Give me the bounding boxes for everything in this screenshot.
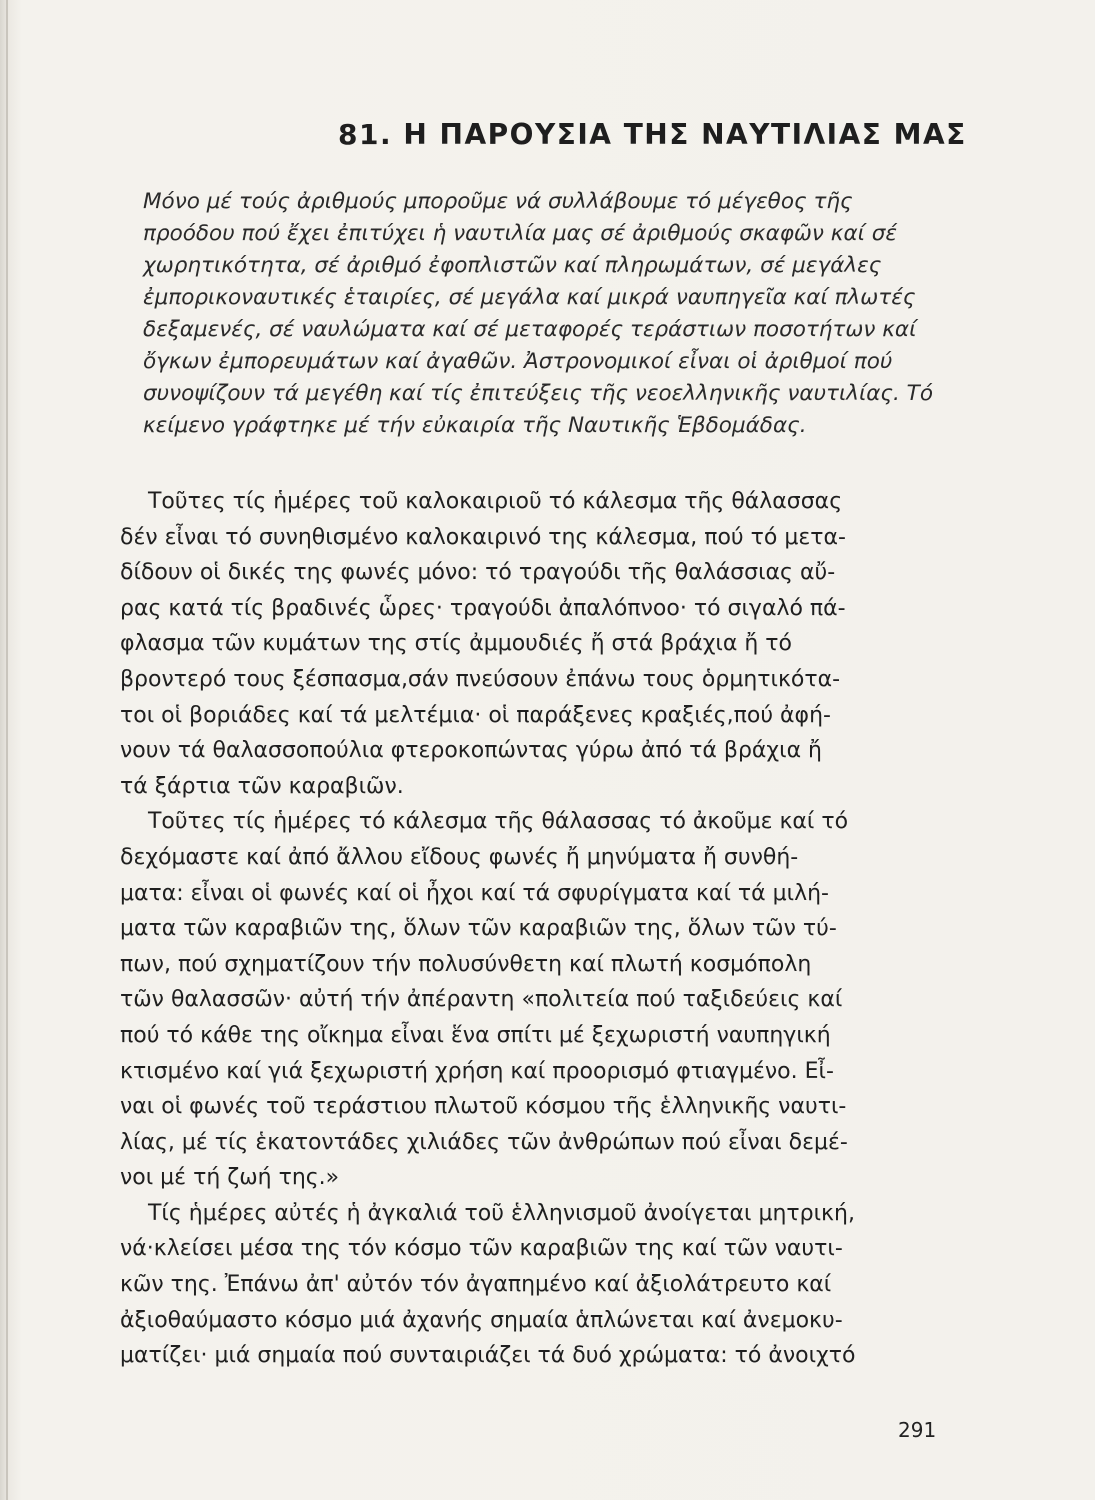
page-spine-edge (6, 0, 8, 1500)
body-line: πων, πού σχηματίζουν τήν πολυσύνθετη καί πλωτή κοσμόπολη (120, 951, 812, 977)
body-line: τά ξάρτια τῶν καραβιῶν. (120, 773, 404, 799)
body-line: Τίς ἡμέρες αὐτές ἡ ἀγκαλιά τοῦ ἑλληνισμοῦ ἀνοίγεται μητρική, (120, 1200, 855, 1226)
page-number: 291 (898, 1418, 937, 1442)
body-line: δέν εἶναι τό συνηθισμένο καλοκαιρινό της κάλεσμα, πού τό μετα- (120, 524, 846, 550)
body-line: νουν τά θαλασσοπούλια φτεροκοπώντας γύρω ἀπό τά βράχια ἤ (120, 738, 823, 764)
body-line: Τοῦτες τίς ἡμέρες τοῦ καλοκαιριοῦ τό κάλεσμα τῆς θάλασσας (120, 489, 843, 514)
body-line: ματα: εἶναι οἱ φωνές καί οἱ ἦχοι καί τά σφυρίγματα καί τά μιλή- (120, 880, 829, 906)
body-line: ματίζει· μιά σημαία πού συνταιριάζει τά δυό χρώματα: τό ἀνοιχτό (120, 1343, 856, 1369)
body-line: δίδουν οἱ δικές της φωνές μόνο: τό τραγούδι τῆς θαλάσσιας αὔ- (120, 560, 836, 586)
intro-line: Μόνο μέ τούς ἀριθμούς μποροῦμε νά συλλάβουμε τό μέγεθος τῆς (143, 189, 853, 214)
body-line: λίας, μέ τίς ἑκατοντάδες χιλιάδες τῶν ἀνθρώπων πού εἶναι δεμέ- (120, 1129, 848, 1155)
body-line: νοι μέ τή ζωή της.» (120, 1165, 340, 1191)
body-line: κτισμένο καί γιά ξεχωριστή χρήση καί προορισμό φτιαγμένο. Εἶ- (120, 1058, 834, 1084)
body-line: φλασμα τῶν κυμάτων της στίς ἀμμουδιές ἤ στά βράχια ἤ τό (120, 631, 792, 657)
body-line: ἀξιοθαύμαστο κόσμο μιά ἀχανής σημαία ἁπλώνεται καί ἀνεμοκυ- (120, 1307, 843, 1333)
body-line: νά·κλείσει μέσα της τόν κόσμο τῶν καραβιῶν της καί τῶν ναυτι- (120, 1236, 843, 1262)
body-line: τοι οἱ βοριάδες καί τά μελτέμια· οἱ παράξενες κραξιές,πού ἀφή- (120, 702, 831, 728)
intro-line: κείμενο γράφτηκε μέ τήν εὐκαιρία τῆς Ναυτικῆς Ἑβδομάδας. (143, 413, 807, 438)
body-line: Τοῦτες τίς ἡμέρες τό κάλεσμα τῆς θάλασσας τό ἀκοῦμε καί τό (120, 809, 849, 835)
body-line: πού τό κάθε της οἴκημα εἶναι ἕνα σπίτι μέ ξεχωριστή ναυπηγική (120, 1022, 831, 1048)
body-line: δεχόμαστε καί ἀπό ἄλλου εἴδους φωνές ἤ μηνύματα ἤ συνθή- (120, 844, 799, 870)
intro-line: δεξαμενές, σέ ναυλώματα καί σέ μεταφορές τεράστιων ποσοτήτων καί (143, 317, 917, 342)
intro-line: ἐμπορικοναυτικές ἑταιρίες, σέ μεγάλα καί μικρά ναυπηγεῖα καί πλωτές (143, 285, 916, 310)
body-line: ρας κατά τίς βραδινές ὧρες· τραγούδι ἀπαλόπνοο· τό σιγαλό πά- (120, 595, 846, 621)
intro-paragraph (143, 186, 943, 442)
body-line: κῶν της. Ἐπάνω ἀπ' αὐτόν τόν ἀγαπημένο καί ἀξιολάτρευτο καί (120, 1272, 832, 1298)
body-line: τῶν θαλασσῶν· αὐτή τήν ἀπέραντη «πολιτεία πού ταξιδεύεις καί (120, 987, 843, 1013)
intro-line: ὄγκων ἐμπορευμάτων καί ἀγαθῶν. Ἀστρονομικοί εἶναι οἱ ἀριθμοί πού (143, 349, 893, 374)
intro-line: προόδου πού ἔχει ἐπιτύχει ἡ ναυτιλία μας σέ ἀριθμούς σκαφῶν καί σέ (143, 221, 897, 246)
body-line: ματα τῶν καραβιῶν της, ὅλων τῶν καραβιῶν της, ὅλων τῶν τύ- (120, 916, 837, 942)
chapter-heading: 81. Η ΠΑΡΟΥΣΙΑ ΤΗΣ ΝΑΥΤΙΛΙΑΣ ΜΑΣ (338, 118, 967, 151)
body-line: ναι οἱ φωνές τοῦ τεράστιου πλωτοῦ κόσμου τῆς ἑλληνικῆς ναυτι- (120, 1094, 847, 1120)
intro-line: χωρητικότητα, σέ ἀριθμό ἐφοπλιστῶν καί πληρωμάτων, σέ μεγάλες (143, 253, 882, 278)
body-line: βροντερό τους ξέσπασμα,σάν πνεύσουν ἐπάνω τους ὁρμητικότα- (120, 666, 841, 692)
intro-line: συνοψίζουν τά μεγέθη καί τίς ἐπιτεύξεις τῆς νεοελληνικῆς ναυτιλίας. Τό (143, 381, 933, 406)
body-text (120, 484, 950, 1374)
